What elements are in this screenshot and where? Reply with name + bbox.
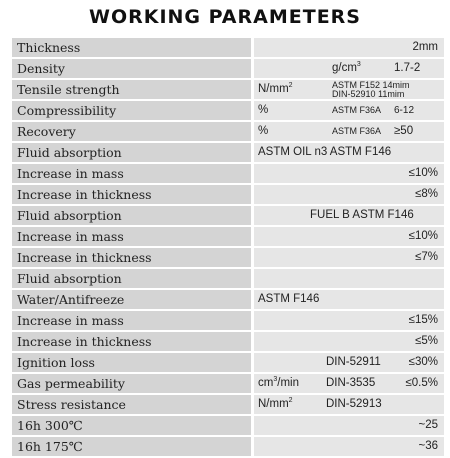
row-label: Gas permeability <box>12 374 251 393</box>
unit: % <box>258 104 269 116</box>
row-label: Thickness <box>12 38 251 57</box>
row-value-cell <box>254 185 444 204</box>
standard: ASTM F152 14mim DIN-52910 11mim <box>332 80 410 99</box>
page-title: WORKING PARAMETERS <box>88 6 361 28</box>
row-label: Compressibility <box>12 101 251 120</box>
table-row <box>12 353 444 372</box>
row-value-cell <box>254 101 444 120</box>
row-value-cell <box>254 38 444 57</box>
row-value-cell <box>254 290 444 309</box>
table-row <box>12 269 444 288</box>
table-row <box>12 164 444 183</box>
row-value-cell <box>254 227 444 246</box>
value: ~25 <box>418 419 438 431</box>
value: ≤10% <box>408 167 438 179</box>
unit: $N/mm^2$ <box>258 82 293 95</box>
unit: $cm^3/\min$ <box>258 376 299 389</box>
value: ≥50 <box>394 125 414 137</box>
table-row <box>12 185 444 204</box>
row-label: Ignition loss <box>12 353 251 372</box>
row-label: Increase in thickness <box>12 332 251 351</box>
row-value-cell <box>254 269 444 288</box>
unit: $N/mm^2$ <box>258 397 293 410</box>
value: ≤10% <box>408 230 438 242</box>
row-value-cell <box>254 395 444 414</box>
row-value-cell <box>254 143 444 162</box>
table-row <box>12 437 444 456</box>
table-row <box>12 332 444 351</box>
standard: ASTM F36A <box>332 105 382 115</box>
row-label: Increase in mass <box>12 227 251 246</box>
row-value-cell <box>254 416 444 435</box>
table-row <box>12 311 444 330</box>
standard: DIN-52913 <box>326 398 382 410</box>
standard: ASTM F146 <box>258 293 320 305</box>
value: ≤15% <box>408 314 438 326</box>
table-row <box>12 416 444 435</box>
table-row <box>12 395 444 414</box>
standard: DIN-52911 <box>326 356 381 368</box>
table-row <box>12 290 444 309</box>
table-row <box>12 101 444 120</box>
value: ≤0.5% <box>405 377 438 389</box>
row-label: Tensile strength <box>12 80 251 99</box>
row-label: Density <box>12 59 251 78</box>
row-label: Increase in mass <box>12 311 251 330</box>
parameters-table <box>12 38 444 458</box>
row-label: 16h 175℃ <box>12 437 251 456</box>
row-label: 16h 300℃ <box>12 416 251 435</box>
table-row <box>12 374 444 393</box>
value: ≤7% <box>415 251 438 263</box>
row-label: Increase in thickness <box>12 248 251 267</box>
value: ~36 <box>418 440 438 452</box>
value: ≤30% <box>408 356 438 368</box>
row-value-cell <box>254 122 444 141</box>
value: ≤8% <box>415 188 438 200</box>
table-row <box>12 59 444 78</box>
row-label: Increase in thickness <box>12 185 251 204</box>
table-row <box>12 80 444 99</box>
row-value-cell <box>254 164 444 183</box>
row-label: Stress resistance <box>12 395 251 414</box>
row-value-cell <box>254 206 444 225</box>
value: 6-12 <box>394 105 415 116</box>
table-row <box>12 122 444 141</box>
standard: ASTM F36A <box>332 126 382 136</box>
table-row <box>12 227 444 246</box>
row-label: Fluid absorption <box>12 206 251 225</box>
row-label: Fluid absorption <box>12 269 251 288</box>
row-value-cell <box>254 437 444 456</box>
table-row <box>12 206 444 225</box>
unit: % <box>258 125 269 137</box>
row-value-cell <box>254 332 444 351</box>
row-value-cell <box>254 311 444 330</box>
row-label: Fluid absorption <box>12 143 251 162</box>
value: 2mm <box>412 41 438 53</box>
row-label: Increase in mass <box>12 164 251 183</box>
table-row <box>12 143 444 162</box>
table-row <box>12 248 444 267</box>
value: ≤5% <box>415 335 438 347</box>
standard: DIN-3535 <box>326 377 376 389</box>
row-value-cell <box>254 248 444 267</box>
row-value-cell <box>254 374 444 393</box>
row-value-cell <box>254 353 444 372</box>
row-value-cell <box>254 59 444 78</box>
value: 1.7-2 <box>394 62 421 74</box>
table-row <box>12 38 444 57</box>
row-label: Recovery <box>12 122 251 141</box>
row-label: Water/Antifreeze <box>12 290 251 309</box>
row-value-cell <box>254 80 444 99</box>
unit: $g/cm^3$ <box>332 61 361 74</box>
standard: FUEL B ASTM F146 <box>310 209 414 221</box>
standard: ASTM OIL n3 ASTM F146 <box>258 146 392 158</box>
